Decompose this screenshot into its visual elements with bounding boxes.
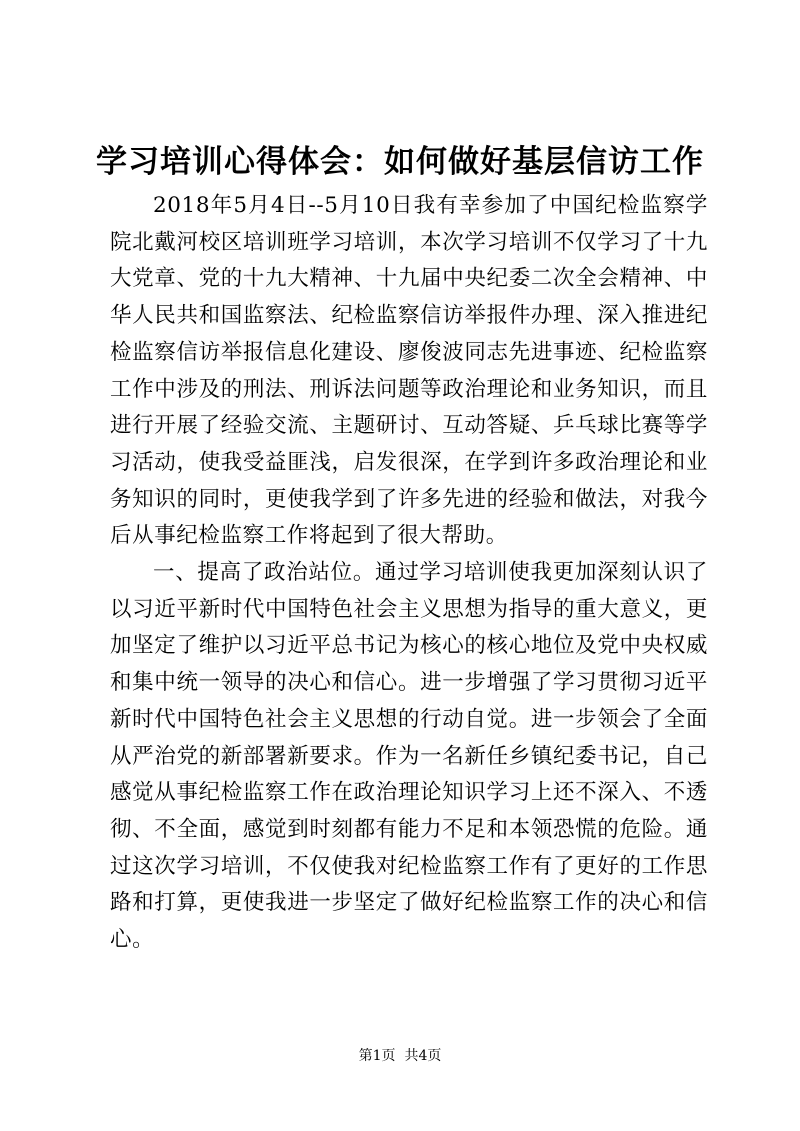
page-footer — [0, 1046, 800, 1066]
page-number-label: 第1页 — [358, 1048, 396, 1064]
page-total-label: 共4页 — [404, 1048, 442, 1064]
document-title: 学习培训心得体会：如何做好基层信访工作 — [96, 144, 704, 180]
paragraph-section-one: 一、提高了政治站位。通过学习培训使我更加深刻认识了以习近平新时代中国特色社会主义思想为指导的重大意义，更加坚定了维护以习近平总书记为核心的核心地位及党中央权威和集中统一领导的决心和信心。进一步增强了学习贯彻习近平新时代中国特色社会主义思想的行动自觉。进一步领会了全面从严治党的新部署新要求。作为一名新任乡镇纪委书记，自己感觉从事纪检监察工作在政治理论知识学习上还不深入、不透彻、不全面，感觉到时刻都有能力不足和本领恐慌的危险。通过这次学习培训，不仅使我对纪检监察工作有了更好的工作思路和打算，更使我进一步坚定了做好纪检监察工作的决心和信心。 — [110, 560, 708, 953]
paragraph-intro: 2018年5月4日--5月10日我有幸参加了中国纪检监察学院北戴河校区培训班学习培训，本次学习培训不仅学习了十九大党章、党的十九大精神、十九届中央纪委二次全会精神、中华人民共和国监察法、纪检监察信访举报件办理、深入推进纪检监察信访举报信息化建设、廖俊波同志先进事迹、纪检监察工作中涉及的刑法、刑诉法问题等政治理论和业务知识，而且进行开展了经验交流、主题研讨、互动答疑、乒乓球比赛等学习活动，使我受益匪浅，启发很深，在学到许多政治理论和业务知识的同时，更使我学到了许多先进的经验和做法，对我今后从事纪检监察工作将起到了很大帮助。 — [110, 193, 708, 549]
document-body — [110, 188, 708, 959]
